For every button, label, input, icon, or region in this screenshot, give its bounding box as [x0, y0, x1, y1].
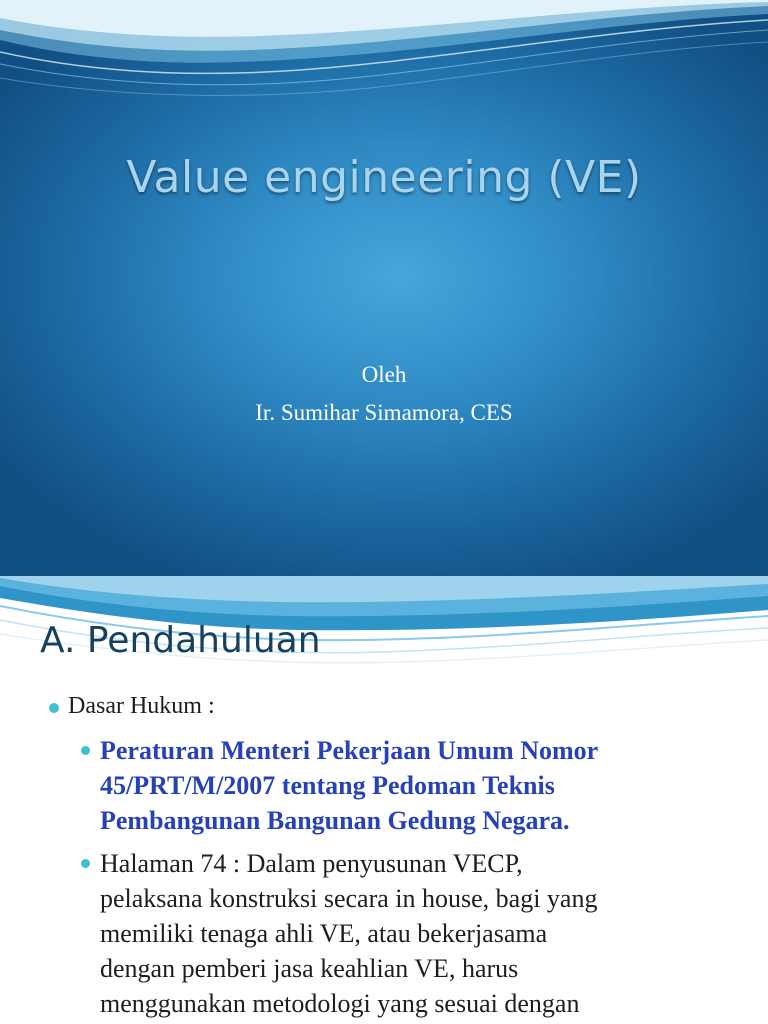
- text-line: Halaman 74 : Dalam penyusunan VECP,: [100, 849, 523, 878]
- text-line: menggunakan metodologi yang sesuai dengan: [100, 989, 580, 1018]
- text-line: Peraturan Menteri Pekerjaan Umum Nomor: [100, 736, 599, 765]
- text-line: pelaksana konstruksi secara in house, bagi yang: [100, 884, 598, 913]
- text-line: memiliki tenaga ahli VE, atau bekerjasama: [100, 919, 548, 948]
- bullet-dot-icon: [49, 703, 59, 713]
- text-line: Pembangunan Bangunan Gedung Negara.: [100, 806, 570, 835]
- content-slide: [0, 576, 768, 1024]
- text-line: 45/PRT/M/2007 tentang Pedoman Teknis: [100, 771, 555, 800]
- author-name: Ir. Sumihar Simamora, CES: [255, 400, 513, 425]
- sub-bullet-page-74: [100, 846, 597, 1021]
- text-line: dengan pemberi jasa keahlian VE, harus: [100, 954, 519, 983]
- presentation-title: Value engineering (VE): [126, 152, 642, 203]
- bullet-dot-icon: [81, 859, 90, 868]
- by-label: Oleh: [361, 362, 407, 387]
- bullet-dot-icon: [81, 746, 90, 755]
- sub-bullet-regulation: [100, 733, 598, 838]
- bullet-item-dasar-hukum: Dasar Hukum :: [68, 693, 215, 719]
- section-heading: A. Pendahuluan: [40, 620, 321, 661]
- wave-decoration: [0, 0, 768, 110]
